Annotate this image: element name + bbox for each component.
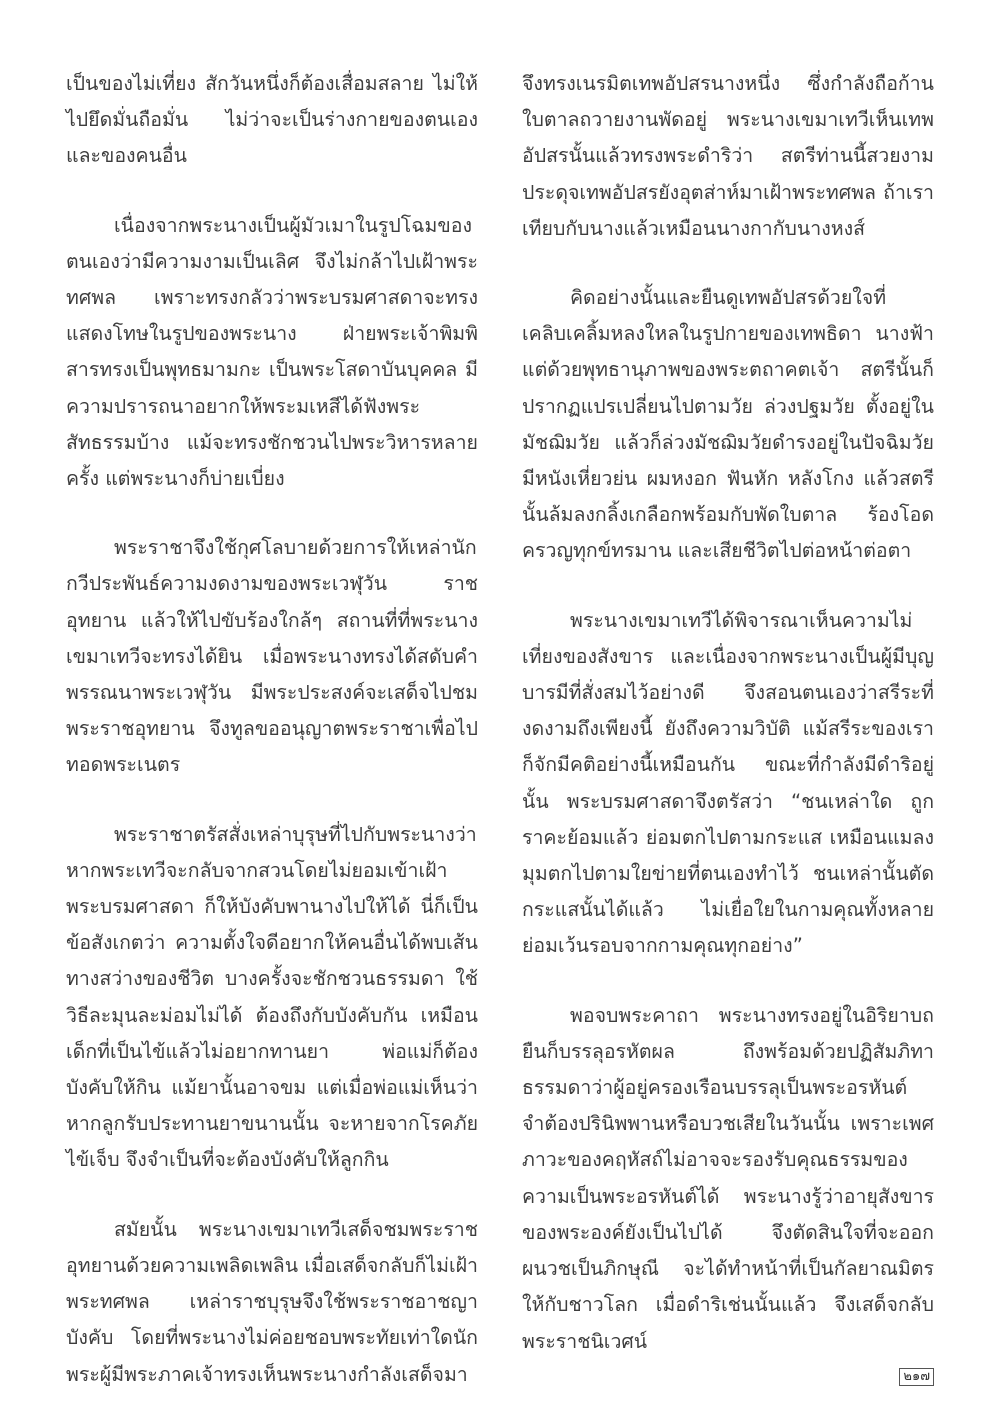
paragraph: สมัยนั้น พระนางเขมาเทวีเสด็จชมพระราชอุทยานด้วยความเพลิดเพลิน เมื่อเสด็จกลับก็ไม่เฝ้าพระทศพล เหล่าราชบุรุษจึงใช้พระราชอาชญาบังคับ โดยที่พระนางไม่ค่อยชอบพระทัยเท่าใดนัก พระผู้มีพระภาคเจ้าทรงเห็นพระนางกำลังเสด็จมา <box>66 1217 478 1386</box>
left-text-column <box>66 66 478 1426</box>
paragraph: เนื่องจากพระนางเป็นผู้มัวเมาในรูปโฉมของตนเองว่ามีความงามเป็นเลิศ จึงไม่กล้าไปเฝ้าพระทศพล เพราะทรงกลัวว่าพระบรมศาสดาจะทรงแสดงโทษในรูปของพระนาง ฝ่ายพระเจ้าพิมพิสารทรงเป็นพุทธมามกะ เป็นพระโสดาบันบุคคล มีความปรารถนาอยากให้พระมเหสีได้ฟังพระสัทธรรมบ้าง แม้จะทรงชักชวนไปพระวิหารหลายครั้ง แต่พระนางก็บ่ายเบี่ยง <box>66 213 478 491</box>
paragraph: พอจบพระคาถา พระนางทรงอยู่ในอิริยาบถยืนก็บรรลุอรหัตผล ถึงพร้อมด้วยปฏิสัมภิทา ธรรมดาว่าผู้อยู่ครองเรือนบรรลุเป็นพระอรหันต์ จำต้องปรินิพพานหรือบวชเสียในวันนั้น เพราะเพศภาวะของคฤหัสถ์ไม่อาจจะรองรับคุณธรรมของความเป็นพระอรหันต์ได้ พระนางรู้ว่าอายุสังขารของพระองค์ยังเป็นไปได้ จึงตัดสินใจที่จะออกผนวชเป็นภิกษุณี จะได้ทำหน้าที่เป็นกัลยาณมิตรให้กับชาวโลก เมื่อดำริเช่นนั้นแล้ว จึงเสด็จกลับพระราชนิเวศน์ <box>522 1003 934 1353</box>
paragraph: คิดอย่างนั้นและยืนดูเทพอัปสรด้วยใจที่เคลิบเคลิ้มหลงใหลในรูปกายของเทพธิดา นางฟ้าแต่ด้วยพุทธานุภาพของพระตถาคตเจ้า สตรีนั้นก็ปรากฏแปรเปลี่ยนไปตามวัย ล่วงปฐมวัย ตั้งอยู่ในมัชฌิมวัย แล้วก็ล่วงมัชฌิมวัยดำรงอยู่ในปัจฉิมวัย มีหนังเหี่ยวย่น ผมหงอก ฟันหัก หลังโกง แล้วสตรีนั้นล้มลงกลิ้งเกลือกพร้อมกับพัดใบตาล ร้องโอดครวญทุกข์ทรมาน และเสียชีวิตไปต่อหน้าต่อตา <box>522 286 934 563</box>
paragraph: จึงทรงเนรมิตเทพอัปสรนางหนึ่ง ซึ่งกำลังถือก้านใบตาลถวายงานพัดอยู่ พระนางเขมาเทวีเห็นเทพอัปสรนั้นแล้วทรงพระดำริว่า สตรีท่านนี้สวยงามประดุจเทพอัปสรยังอุตส่าห์มาเฝ้าพระทศพล ถ้าเราเทียบกับนางแล้วเหมือนนางกากับนางหงส์ <box>522 72 934 240</box>
right-text-column <box>522 66 934 1393</box>
paragraph: พระนางเขมาเทวีได้พิจารณาเห็นความไม่เที่ยงของสังขาร และเนื่องจากพระนางเป็นผู้มีบุญบารมีที่สั่งสมไว้อย่างดี จึงสอนตนเองว่าสรีระที่งดงามถึงเพียงนี้ ยังถึงความวิบัติ แม้สรีระของเราก็จักมีคติอย่างนี้เหมือนกัน ขณะที่กำลังมีดำริอยู่นั้น พระบรมศาสดาจึงตรัสว่า “ชนเหล่าใด ถูกราคะย้อมแล้ว ย่อมตกไปตามกระแส เหมือนแมลงมุมตกไปตามใยข่ายที่ตนเองทำไว้ ชนเหล่านั้นตัดกระแสนั้นได้แล้ว ไม่เยื่อใยในกามคุณทั้งหลาย ย่อมเว้นรอบจากกามคุณทุกอย่าง” <box>522 608 934 958</box>
paragraph: พระราชาจึงใช้กุศโลบายด้วยการให้เหล่านักกวีประพันธ์ความงดงามของพระเวฬุวัน ราชอุทยาน แล้วให้ไปขับร้องใกล้ๆ สถานที่ที่พระนางเขมาเทวีจะทรงได้ยิน เมื่อพระนางทรงได้สดับคำพรรณนาพระเวฬุวัน มีพระประสงค์จะเสด็จไปชมพระราชอุทยาน จึงทูลขออนุญาตพระราชาเพื่อไปทอดพระเนตร <box>66 536 478 777</box>
page-number: ๒๑๗ <box>899 1368 934 1386</box>
paragraph: พระราชาตรัสสั่งเหล่าบุรุษที่ไปกับพระนางว่า หากพระเทวีจะกลับจากสวนโดยไม่ยอมเข้าเฝ้าพระบรมศาสดา ก็ให้บังคับพานางไปให้ได้ นี่ก็เป็นข้อสังเกตว่า ความตั้งใจดีอยากให้คนอื่นได้พบเส้นทางสว่างของชีวิต บางครั้งจะชักชวนธรรมดา ใช้วิธีละมุนละม่อมไม่ได้ ต้องถึงกับบังคับกัน เหมือนเด็กที่เป็นไข้แล้วไม่อยากทานยา พ่อแม่ก็ต้องบังคับให้กิน แม้ยานั้นอาจขม แต่เมื่อพ่อแม่เห็นว่าหากลูกรับประทานยาขนานนั้น จะหายจากโรคภัยไข้เจ็บ จึงจำเป็นที่จะต้องบังคับให้ลูกกิน <box>66 822 478 1172</box>
paragraph: เป็นของไม่เที่ยง สักวันหนึ่งก็ต้องเสื่อมสลาย ไม่ให้ไปยึดมั่นถือมั่น ไม่ว่าจะเป็นร่างกายของตนเองและของคนอื่น <box>66 72 478 168</box>
